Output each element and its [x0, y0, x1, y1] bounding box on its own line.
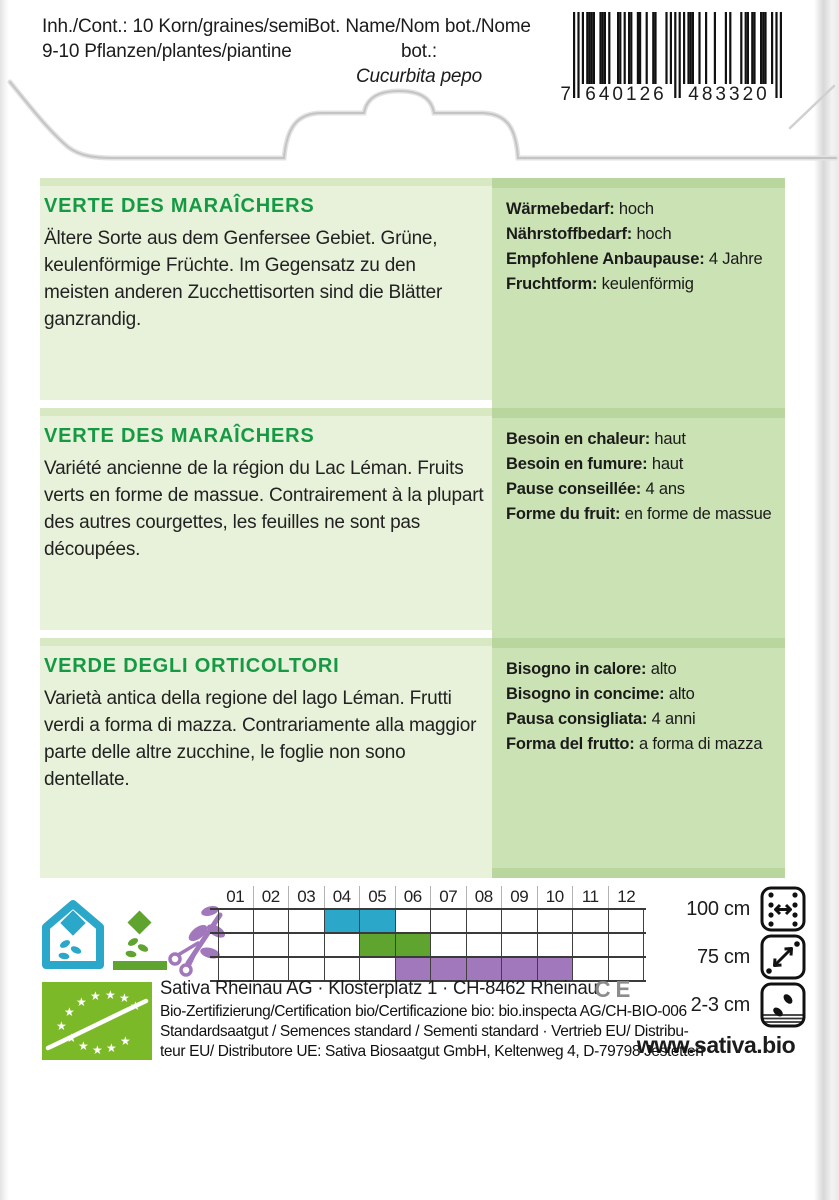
star-icon: ★ [56, 1019, 67, 1033]
variety-title-de: VERTE DES MARAÎCHERS [44, 195, 315, 217]
month-label: 12 [617, 887, 636, 906]
barcode-digit-group-1: 640126 [581, 84, 671, 106]
calendar-row-sowing-under-glass [210, 908, 646, 932]
variety-description-it: Varietà antica della regione del lago Léman. Frutti verdi a forma di mazza. Contrariamente alla maggior parte delle altre zucchine, le foglie non sono dentellate. [44, 688, 477, 791]
packet-left-edge [0, 0, 9, 1200]
month-label: 09 [502, 886, 538, 908]
website-url: www.sativa.bio [636, 1032, 796, 1058]
star-icon: ★ [130, 999, 141, 1013]
calendar-cell [467, 910, 503, 932]
calendar-cell [573, 910, 609, 932]
calendar-month-labels [218, 886, 646, 908]
ean-barcode [560, 12, 782, 112]
certification-line: Bio-Zertifizierung/Certification bio/Certificazione bio: bio.inspecta AG/CH-BIO-006 [160, 1003, 687, 1020]
month-label: 02 [254, 886, 290, 908]
contents-info [42, 14, 308, 64]
fact-line: Besoin en chaleur: haut [506, 430, 686, 448]
star-icon: ★ [92, 1043, 103, 1057]
standard-seed-line-2: teur EU/ Distributore UE: Sativa Biosaatgut GmbH, Keltenweg 4, D-79798 Jestetten [160, 1043, 704, 1060]
star-icon: ★ [119, 991, 130, 1005]
fact-line: Fruchtform: keulenförmig [506, 275, 694, 293]
calendar-cell [254, 910, 290, 932]
calendar-cell [218, 910, 254, 932]
calendar-cell [502, 934, 538, 956]
plant-spacing [628, 934, 806, 980]
calendar-cell [573, 934, 609, 956]
row-spacing-icon [760, 886, 806, 932]
month-label: 07 [431, 886, 467, 908]
fact-line: Bisogno in calore: alto [506, 660, 677, 678]
direct-sowing-icon [112, 909, 168, 971]
fact-line: Bisogno in concime: alto [506, 685, 695, 703]
barcode-digit-group-2: 483320 [684, 84, 774, 106]
star-icon: ★ [78, 1039, 89, 1053]
calendar-cell [218, 934, 254, 956]
contents-line-1: Inh./Cont.: 10 Korn/graines/semi [42, 16, 309, 37]
plant-spacing-icon [760, 934, 806, 980]
calendar-cell [467, 934, 503, 956]
calendar-cell [431, 934, 467, 956]
star-icon: ★ [120, 1034, 131, 1048]
plant-spacing-label: 75 cm [697, 945, 750, 968]
star-icon: ★ [64, 1005, 75, 1019]
section-german [40, 178, 492, 400]
fact-line: Wärmebedarf: hoch [506, 200, 654, 218]
standard-seed-line-1: Standardsaatgut / Semences standard / Sementi standard · Vertrieb EU/ Distribu- [160, 1023, 689, 1040]
greenhouse-sowing-icon [40, 899, 106, 971]
calendar-cell [289, 910, 325, 932]
fact-line: Pausa consigliata: 4 anni [506, 710, 696, 728]
row-spacing [628, 886, 806, 932]
calendar-cell [538, 934, 574, 956]
fact-line: Forma del frutto: a forma di mazza [506, 735, 763, 753]
variety-description-de: Ältere Sorte aus dem Genfersee Gebiet. Grüne, keulenförmige Früchte. Im Gegensatz zu den meisten anderen Zucchettisorten sind die Blätter ganzrandig. [44, 228, 443, 331]
fact-line: Empfohlene Anbaupause: 4 Jahre [506, 250, 763, 268]
star-icon: ★ [66, 1031, 77, 1045]
star-icon: ★ [106, 1041, 117, 1055]
address-block [160, 976, 800, 1062]
facts-italian [492, 638, 785, 878]
botanical-name: Cucurbita pepo [355, 66, 483, 87]
calendar-cell [325, 934, 361, 956]
calendar-cell [325, 910, 361, 932]
star-icon: ★ [105, 988, 116, 1002]
calendar-row-sowing-outdoors [210, 932, 646, 956]
ce-mark: CE [594, 976, 636, 1002]
row-spacing-label: 100 cm [686, 897, 750, 920]
month-label: 05 [360, 886, 396, 908]
calendar-cell [431, 910, 467, 932]
fact-line: Besoin en fumure: haut [506, 455, 684, 473]
calendar-cell [538, 910, 574, 932]
facts-german [492, 178, 785, 408]
variety-description-fr: Variété ancienne de la région du Lac Léman. Fruits verts en forme de massue. Contrairement à la plupart des autres courgettes, les feuilles ne sont pas découpées. [44, 458, 484, 561]
calendar-cell [254, 934, 290, 956]
fact-line: Forme du fruit: en forme de massue [506, 505, 772, 523]
company-address: Sativa Rheinau AG · Klosterplatz 1 · CH-8462 Rheinau [160, 978, 598, 999]
barcode-digit-lead: 7 [560, 84, 571, 105]
month-label: 03 [289, 886, 325, 908]
calendar-cell [360, 934, 396, 956]
section-italian [40, 638, 492, 878]
star-icon: ★ [76, 995, 87, 1009]
contents-line-2: 9-10 Pflanzen/plantes/piantine [42, 41, 292, 62]
calendar-cell [289, 934, 325, 956]
month-label: 11 [573, 886, 609, 908]
botanical-name-label: Bot. Name/Nom bot./Nome bot.: [307, 16, 531, 62]
month-label: 08 [467, 886, 503, 908]
month-label: 01 [218, 886, 254, 908]
sowing-depth-label: 2-3 cm [690, 993, 750, 1016]
facts-french [492, 408, 785, 638]
calendar-cell [360, 910, 396, 932]
month-label: 04 [325, 886, 361, 908]
eu-organic-logo [42, 982, 152, 1060]
calendar-cell [396, 934, 432, 956]
section-french [40, 408, 492, 630]
botanical-name-block [288, 14, 550, 89]
growing-calendar [210, 886, 646, 982]
variety-title-it: VERDE DEGLI ORTICOLTORI [44, 655, 340, 677]
fact-line: Pause conseillée: 4 ans [506, 480, 685, 498]
facts-column [492, 178, 785, 878]
packet-right-edge [814, 0, 839, 1200]
fact-line: Nährstoffbedarf: hoch [506, 225, 672, 243]
month-label: 10 [538, 886, 574, 908]
calendar-cell [396, 910, 432, 932]
calendar-legend [40, 893, 212, 977]
variety-title-fr: VERTE DES MARAÎCHERS [44, 425, 315, 447]
calendar-cell [502, 910, 538, 932]
month-label: 06 [396, 886, 432, 908]
star-icon: ★ [90, 989, 101, 1003]
